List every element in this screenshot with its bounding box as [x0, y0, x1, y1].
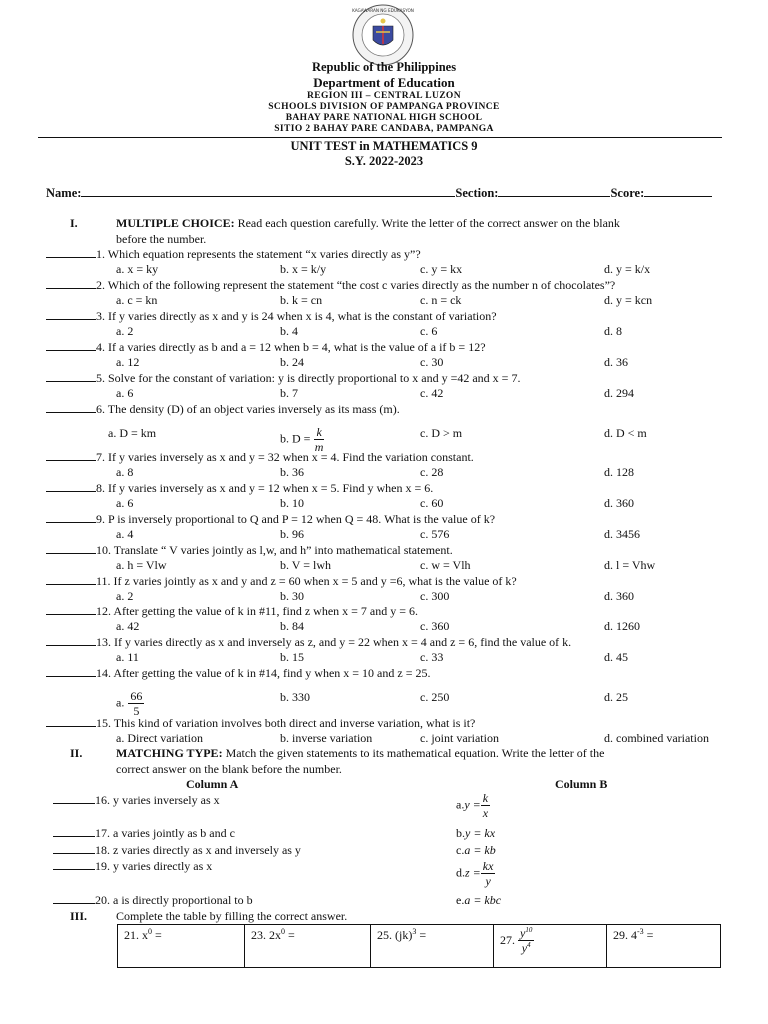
choice-b: b. k = cn	[280, 293, 323, 307]
question-text: 11. If z varies jointly as x and y and z = 60 when x = 5 and y =6, what is the value of k?	[96, 574, 517, 588]
school-year: S.Y. 2022-2023	[344, 154, 424, 168]
question-text: 12. After getting the value of k in #11, find z when x = 7 and y = 6.	[96, 604, 419, 618]
question-10	[46, 543, 453, 558]
question-text: 10. Translate “ V varies jointly as l,w, and h” into mathematical statement.	[96, 543, 453, 557]
part3-numeral: III.	[70, 909, 88, 923]
answer-blank[interactable]	[46, 481, 96, 492]
choice-b: b. 15	[280, 650, 304, 664]
choice-c: c. 576	[420, 527, 450, 541]
question-12	[46, 604, 418, 619]
choice-d: d. 3456	[604, 527, 640, 541]
part2-title: MATCHING TYPE:	[116, 746, 223, 760]
score-label: Score:	[610, 186, 645, 200]
region-heading: REGION III – CENTRAL LUZON	[307, 91, 461, 101]
matching-item: 17. a varies jointly as b and c	[53, 826, 235, 841]
score-field[interactable]	[644, 185, 712, 197]
section-label: Section:	[455, 186, 499, 200]
choice-b: b. 36	[280, 465, 304, 479]
choice-a: a. 8	[116, 465, 134, 479]
choice-d: d. 45	[604, 650, 628, 664]
answer-blank[interactable]	[46, 604, 96, 615]
column-b-option-d: d.z = $\frac{kx}{y}$	[456, 859, 494, 888]
answer-blank[interactable]	[46, 278, 96, 289]
question-8	[46, 481, 433, 496]
choice-b: b. 96	[280, 527, 304, 541]
choice-c: c. 30	[420, 355, 444, 369]
question-2	[46, 278, 615, 293]
choice-a: a. $\frac{66}{5}$	[116, 689, 143, 718]
table-cell[interactable]: 23. $2x^0$ =	[245, 925, 371, 968]
choice-b: b. 4	[280, 324, 298, 338]
choice-d: d. 25	[604, 690, 628, 704]
column-b-option-b: b.y = kx	[456, 826, 496, 840]
part3-instruction: Complete the table by filling the correct answer.	[116, 909, 348, 923]
answer-blank[interactable]	[53, 843, 95, 854]
answer-blank[interactable]	[46, 450, 96, 461]
choice-d: d. 36	[604, 355, 628, 369]
table-cell[interactable]: 29. $4^{-3}$ =	[607, 925, 721, 968]
choice-c: c. 60	[420, 496, 444, 510]
column-b-option-a: a.y = $\frac{k}{x}$	[456, 791, 489, 820]
section-field[interactable]	[498, 185, 610, 197]
choice-b: b. 7	[280, 386, 298, 400]
table-cell[interactable]: 21. $x^0$ =	[118, 925, 245, 968]
choice-b: b. 330	[280, 690, 310, 704]
choice-d: d. 8	[604, 324, 622, 338]
fraction: $\frac{66}{5}$	[130, 689, 143, 718]
choice-a: a. D = km	[108, 426, 157, 440]
question-text: 15. This kind of variation involves both direct and inverse variation, what is it?	[96, 716, 476, 730]
matching-item: 18. z varies directly as x and inversely as y	[53, 843, 301, 858]
choice-b: b. V = lwh	[280, 558, 331, 572]
choice-a: a. h = Vlw	[116, 558, 167, 572]
answer-blank[interactable]	[46, 371, 96, 382]
choice-a: a. 42	[116, 619, 140, 633]
choice-d: d. D < m	[604, 426, 647, 440]
choice-d: d. y = kcn	[604, 293, 653, 307]
question-text: 13. If y varies directly as x and inversely as z, and y = 22 when x = 4 and z = 6, find the value of k.	[96, 635, 572, 649]
question-text: 8. If y varies inversely as x and y = 12 when x = 5. Find y when x = 6.	[96, 481, 434, 495]
exponent-table	[117, 924, 721, 968]
answer-blank[interactable]	[46, 512, 96, 523]
answer-blank[interactable]	[46, 543, 96, 554]
header-divider	[38, 137, 722, 138]
answer-blank[interactable]	[46, 247, 96, 258]
choice-c: c. D > m	[420, 426, 463, 440]
fraction: $\frac{k}{m}$	[314, 425, 324, 454]
choice-c: c. 250	[420, 690, 450, 704]
answer-blank[interactable]	[46, 340, 96, 351]
choice-b: b. 10	[280, 496, 304, 510]
column-a-label: Column A	[186, 777, 239, 791]
part2-instruction-text: Match the given statements to its mathematical equation. Write the letter of the	[222, 746, 605, 760]
fraction: $\frac{y^{10}}{y^4}$	[520, 926, 533, 955]
svg-text:KAGAWARAN NG EDUKASYON: KAGAWARAN NG EDUKASYON	[352, 8, 414, 13]
department-heading: Department of Education	[313, 75, 455, 90]
part1-title: MULTIPLE CHOICE:	[116, 216, 235, 230]
matching-item: 20. a is directly proportional to b	[53, 893, 253, 908]
column-b-option-e: e.a = kbc	[456, 893, 502, 907]
choice-d: d. 360	[604, 589, 634, 603]
question-7	[46, 450, 474, 465]
question-4	[46, 340, 486, 355]
question-text: 5. Solve for the constant of variation: y is directly proportional to x and y =42 and x = 7.	[96, 371, 521, 385]
part2-instruction-line2: correct answer on the blank before the number.	[116, 762, 342, 776]
column-b-option-c: c.a = kb	[456, 843, 496, 857]
part1-numeral: I.	[70, 216, 78, 230]
fraction: $\frac{k}{x}$	[482, 791, 489, 820]
column-b-label: Column B	[555, 777, 608, 791]
question-5	[46, 371, 520, 386]
name-label: Name:	[46, 186, 82, 200]
choice-a: a. 4	[116, 527, 134, 541]
choice-c: c. 33	[420, 650, 444, 664]
choice-a: a. 11	[116, 650, 139, 664]
choice-c: c. y = kx	[420, 262, 463, 276]
choice-d: d. l = Vhw	[604, 558, 656, 572]
part2-numeral: II.	[70, 746, 83, 760]
part2-instruction	[116, 746, 604, 761]
choice-d: d. 128	[604, 465, 634, 479]
choice-d: d. 360	[604, 496, 634, 510]
student-info-line	[46, 185, 726, 201]
name-field[interactable]	[81, 185, 455, 197]
choice-d: d. 1260	[604, 619, 640, 633]
choice-a: a. Direct variation	[116, 731, 203, 745]
table-cell[interactable]: 27. $\frac{y^{10}}{y^4}$	[494, 925, 607, 968]
choice-c: c. 6	[420, 324, 438, 338]
fraction: $\frac{kx}{y}$	[482, 859, 494, 888]
table-cell[interactable]: 25. (jk)$^3$ =	[371, 925, 494, 968]
choice-b: b. 30	[280, 589, 304, 603]
choice-d: d. combined variation	[604, 731, 709, 745]
question-13	[46, 635, 571, 650]
division-heading: SCHOOLS DIVISION OF PAMPANGA PROVINCE	[268, 102, 500, 112]
choice-b: b. 24	[280, 355, 304, 369]
answer-blank[interactable]	[46, 309, 96, 320]
answer-blank[interactable]	[46, 402, 96, 413]
answer-blank[interactable]	[53, 893, 95, 904]
choice-c: c. n = ck	[420, 293, 462, 307]
test-title: UNIT TEST in MATHEMATICS 9	[290, 139, 478, 153]
part1-instruction-line2: before the number.	[116, 232, 207, 246]
question-text: 9. P is inversely proportional to Q and P = 12 when Q = 48. What is the value of k?	[96, 512, 496, 526]
choice-d: d. y = k/x	[604, 262, 651, 276]
choice-b: b. x = k/y	[280, 262, 327, 276]
answer-blank[interactable]	[46, 666, 96, 677]
choice-a: a. c = kn	[116, 293, 158, 307]
address-heading: SITIO 2 BAHAY PARE CANDABA, PAMPANGA	[274, 124, 494, 134]
country-heading: Republic of the Philippines	[311, 60, 457, 74]
question-text: 6. The density (D) of an object varies inversely as its mass (m).	[96, 402, 400, 416]
question-3	[46, 309, 497, 324]
answer-blank[interactable]	[53, 793, 95, 804]
question-6	[46, 402, 400, 417]
question-14	[46, 666, 430, 681]
choice-d: d. 294	[604, 386, 634, 400]
question-15	[46, 716, 475, 731]
choice-b: b. D = $\frac{k}{m}$	[280, 425, 324, 454]
choice-c: c. joint variation	[420, 731, 499, 745]
question-text: 7. If y varies inversely as x and y = 32 when x = 4. Find the variation constant.	[96, 450, 474, 464]
question-text: 2. Which of the following represent the statement “the cost c varies directly as the number n of chocolates”?	[96, 278, 616, 292]
answer-blank[interactable]	[53, 826, 95, 837]
table-row	[118, 925, 721, 968]
answer-blank[interactable]	[46, 635, 96, 646]
school-heading: BAHAY PARE NATIONAL HIGH SCHOOL	[285, 113, 483, 123]
answer-blank[interactable]	[53, 859, 95, 870]
choice-a: a. 6	[116, 386, 134, 400]
part1-instruction	[116, 216, 726, 231]
question-text: 1. Which equation represents the statement “x varies directly as y”?	[96, 247, 421, 261]
choice-b: b. 84	[280, 619, 304, 633]
choice-c: c. 28	[420, 465, 444, 479]
choice-c: c. 42	[420, 386, 444, 400]
choice-c: c. 300	[420, 589, 450, 603]
matching-item: 19. y varies directly as x	[53, 859, 212, 874]
part1-instruction-text: Read each question carefully. Write the letter of the correct answer on the blank	[234, 216, 620, 230]
question-11	[46, 574, 517, 589]
question-9	[46, 512, 495, 527]
choice-a: a. 6	[116, 496, 134, 510]
question-text: 4. If a varies directly as b and a = 12 when b = 4, what is the value of a if b = 12?	[96, 340, 486, 354]
deped-seal-logo	[352, 4, 414, 66]
question-1	[46, 247, 421, 262]
choice-a: a. 12	[116, 355, 140, 369]
choice-c: c. 360	[420, 619, 450, 633]
choice-a: a. 2	[116, 324, 134, 338]
matching-item: 16. y varies inversely as x	[53, 793, 220, 808]
choice-c: c. w = Vlh	[420, 558, 471, 572]
question-text: 14. After getting the value of k in #14, find y when x = 10 and z = 25.	[96, 666, 431, 680]
choice-a: a. 2	[116, 589, 134, 603]
choice-a: a. x = ky	[116, 262, 159, 276]
answer-blank[interactable]	[46, 574, 96, 585]
question-text: 3. If y varies directly as x and y is 24 when x is 4, what is the constant of variation?	[96, 309, 497, 323]
answer-blank[interactable]	[46, 716, 96, 727]
choice-b: b. inverse variation	[280, 731, 373, 745]
